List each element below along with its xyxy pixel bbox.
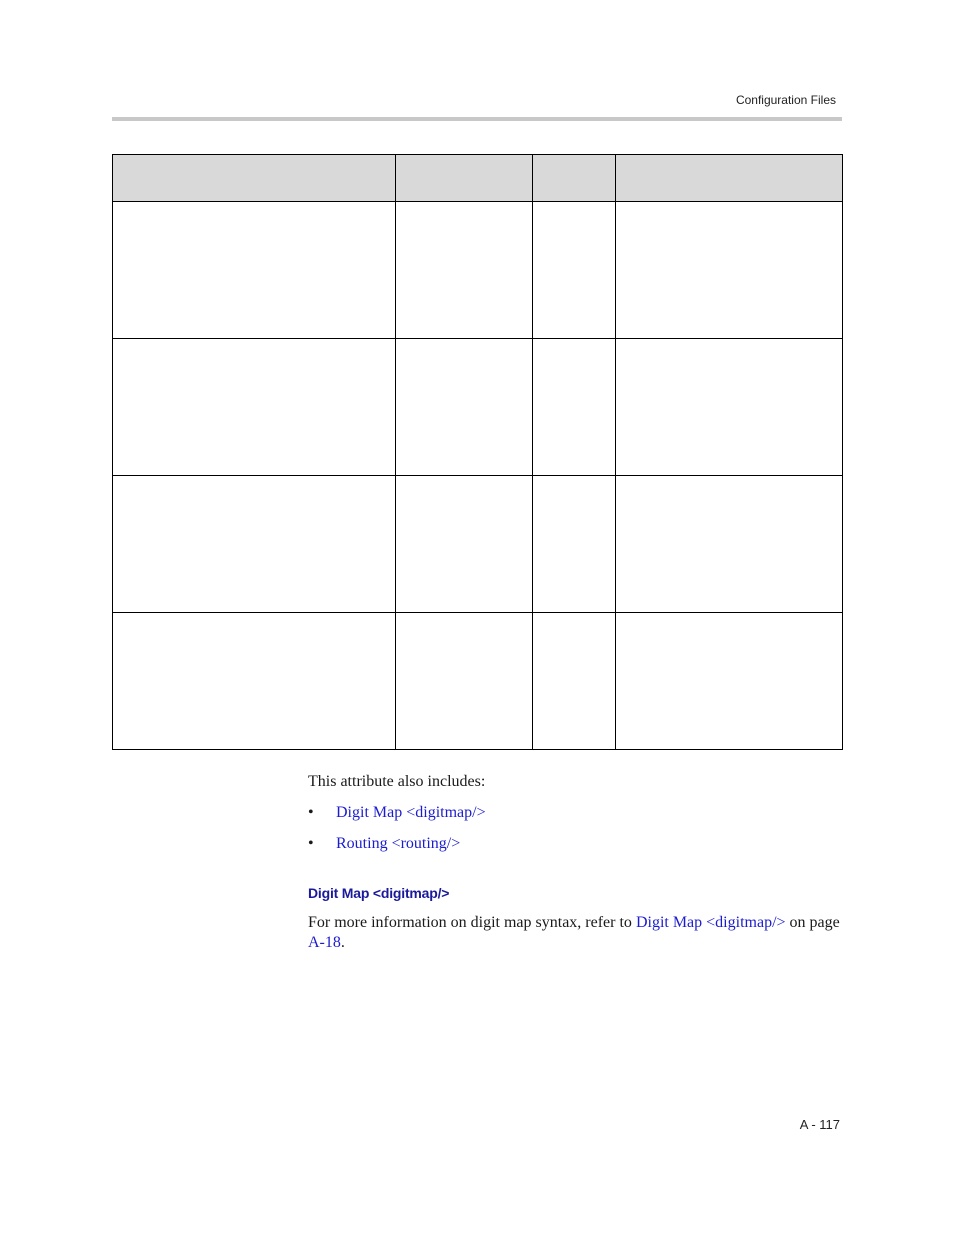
table-cell	[533, 476, 616, 613]
table-cell	[113, 476, 396, 613]
parameter-table	[112, 154, 843, 750]
body-paragraph	[308, 913, 848, 953]
table-cell	[113, 202, 396, 339]
digit-map-link[interactable]: Digit Map <digitmap/>	[336, 804, 486, 821]
table-cell	[396, 339, 533, 476]
table-row	[113, 613, 843, 750]
table-cell	[616, 613, 843, 750]
routing-link[interactable]: Routing <routing/>	[336, 835, 461, 852]
running-header-title: Configuration Files	[735, 93, 836, 107]
list-item	[308, 803, 486, 834]
table-cell	[533, 613, 616, 750]
table-header-cell	[396, 155, 533, 202]
table-cell	[113, 339, 396, 476]
intro-text: This attribute also includes:	[308, 773, 486, 790]
table-cell	[533, 339, 616, 476]
list-item	[308, 834, 486, 865]
table-header-row	[113, 155, 843, 202]
table-cell	[396, 476, 533, 613]
table-cell	[616, 202, 843, 339]
page-reference-link[interactable]: A-18	[308, 934, 341, 951]
table-cell	[113, 613, 396, 750]
paragraph-text: For more information on digit map syntax, refer to	[308, 914, 636, 931]
bullet-list	[308, 803, 486, 865]
bullet-marker: •	[308, 804, 314, 821]
table-cell	[533, 202, 616, 339]
page-number: A - 117	[799, 1117, 840, 1132]
section-heading: Digit Map <digitmap/>	[308, 885, 450, 901]
table-cell	[616, 339, 843, 476]
table-row	[113, 202, 843, 339]
paragraph-text: .	[340, 934, 345, 951]
digit-map-reference-link[interactable]: Digit Map <digitmap/>	[635, 914, 786, 931]
table-cell	[616, 476, 843, 613]
table-header-cell	[533, 155, 616, 202]
table-header-cell	[113, 155, 396, 202]
header-rule	[112, 117, 842, 121]
paragraph-text: on page	[785, 914, 840, 931]
table-row	[113, 339, 843, 476]
table-header-cell	[616, 155, 843, 202]
table-cell	[396, 613, 533, 750]
table-cell	[396, 202, 533, 339]
bullet-marker: •	[308, 835, 314, 852]
table-row	[113, 476, 843, 613]
